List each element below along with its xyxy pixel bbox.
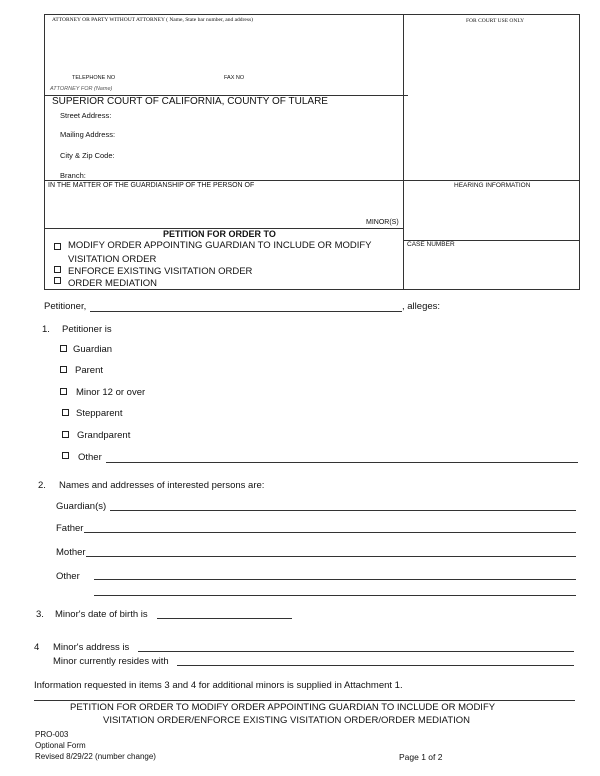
father-label: Father <box>56 523 84 534</box>
attorney-for-label: ATTORNEY FOR (Name) <box>50 86 113 92</box>
role-minor: Minor 12 or over <box>76 387 146 398</box>
mother-label: Mother <box>56 547 86 558</box>
other-persons-field-1[interactable] <box>94 579 576 580</box>
item3-number: 3. <box>36 609 44 620</box>
role-guardian: Guardian <box>73 344 113 355</box>
modify-order-checkbox[interactable] <box>54 243 61 250</box>
order-mediation-label: ORDER MEDIATION <box>68 278 158 289</box>
minor-address-field[interactable] <box>138 651 574 652</box>
item4-number: 4 <box>34 642 40 653</box>
petitioner-name-field[interactable] <box>90 311 402 312</box>
parent-checkbox[interactable] <box>60 366 67 373</box>
attachment-note: Information requested in items 3 and 4 for additional minors is supplied in Attachment 1. <box>34 680 403 691</box>
enforce-order-label: ENFORCE EXISTING VISITATION ORDER <box>68 266 253 277</box>
city-zip-label: City & Zip Code: <box>60 151 115 160</box>
father-field[interactable] <box>84 532 576 533</box>
item4-label: Minor's address is <box>53 642 130 653</box>
guardian-checkbox[interactable] <box>60 345 67 352</box>
role-grandparent: Grandparent <box>77 430 131 441</box>
footer-title-line1: PETITION FOR ORDER TO MODIFY ORDER APPOINTING GUARDIAN TO INCLUDE OR MODIFY <box>70 702 496 713</box>
modify-order-line2: VISITATION ORDER <box>68 254 157 265</box>
minors-label: MINOR(S) <box>366 219 399 226</box>
item2-number: 2. <box>38 480 46 491</box>
branch-label: Branch: <box>60 171 86 180</box>
enforce-order-checkbox[interactable] <box>54 266 61 273</box>
hearing-information-label: HEARING INFORMATION <box>454 182 531 189</box>
petitioner-label: Petitioner, <box>44 301 87 312</box>
item1-number: 1. <box>42 324 50 335</box>
order-mediation-checkbox[interactable] <box>54 277 61 284</box>
other-role-checkbox[interactable] <box>62 452 69 459</box>
petition-title: PETITION FOR ORDER TO <box>163 229 276 239</box>
role-stepparent: Stepparent <box>76 408 123 419</box>
fax-label: FAX NO <box>224 75 245 81</box>
page-number: Page 1 of 2 <box>399 752 443 762</box>
resides-with-field[interactable] <box>177 665 574 666</box>
other-role-field[interactable] <box>106 462 578 463</box>
other-persons-label: Other <box>56 571 80 582</box>
minor-12-checkbox[interactable] <box>60 388 67 395</box>
item2-label: Names and addresses of interested persons are: <box>59 480 265 491</box>
role-parent: Parent <box>75 365 103 376</box>
role-other: Other <box>78 452 102 463</box>
resides-label: Minor currently resides with <box>53 656 169 667</box>
court-use-label: FOR COURT USE ONLY <box>466 18 525 24</box>
form-code: PRO-003 <box>35 730 69 739</box>
optional-form: Optional Form <box>35 741 86 750</box>
item1-label: Petitioner is <box>62 324 112 335</box>
telephone-label: TELEPHONE NO <box>72 75 116 81</box>
footer-title-line2: VISITATION ORDER/ENFORCE EXISTING VISITATION ORDER/ORDER MEDIATION <box>103 715 471 726</box>
other-persons-field-2[interactable] <box>94 595 576 596</box>
birth-date-field[interactable] <box>157 618 292 619</box>
street-address-label: Street Address: <box>60 111 112 120</box>
matter-label: IN THE MATTER OF THE GUARDIANSHIP OF THE PERSON OF <box>48 182 255 189</box>
attorney-label: ATTORNEY OR PARTY WITHOUT ATTORNEY ( Name, State bar number, and address) <box>52 17 253 23</box>
footer-divider <box>34 700 575 701</box>
mailing-address-label: Mailing Address: <box>60 130 116 139</box>
mother-field[interactable] <box>86 556 576 557</box>
alleges-label: , alleges: <box>402 301 441 312</box>
revised-date: Revised 8/29/22 (number change) <box>35 752 156 761</box>
guardians-label: Guardian(s) <box>56 501 107 512</box>
court-name: SUPERIOR COURT OF CALIFORNIA, COUNTY OF TULARE <box>52 96 328 107</box>
guardians-field[interactable] <box>110 510 576 511</box>
modify-order-line1: MODIFY ORDER APPOINTING GUARDIAN TO INCLUDE OR MODIFY <box>68 240 372 251</box>
item3-label: Minor's date of birth is <box>55 609 148 620</box>
grandparent-checkbox[interactable] <box>62 431 69 438</box>
stepparent-checkbox[interactable] <box>62 409 69 416</box>
case-number-label: CASE NUMBER <box>407 241 455 248</box>
